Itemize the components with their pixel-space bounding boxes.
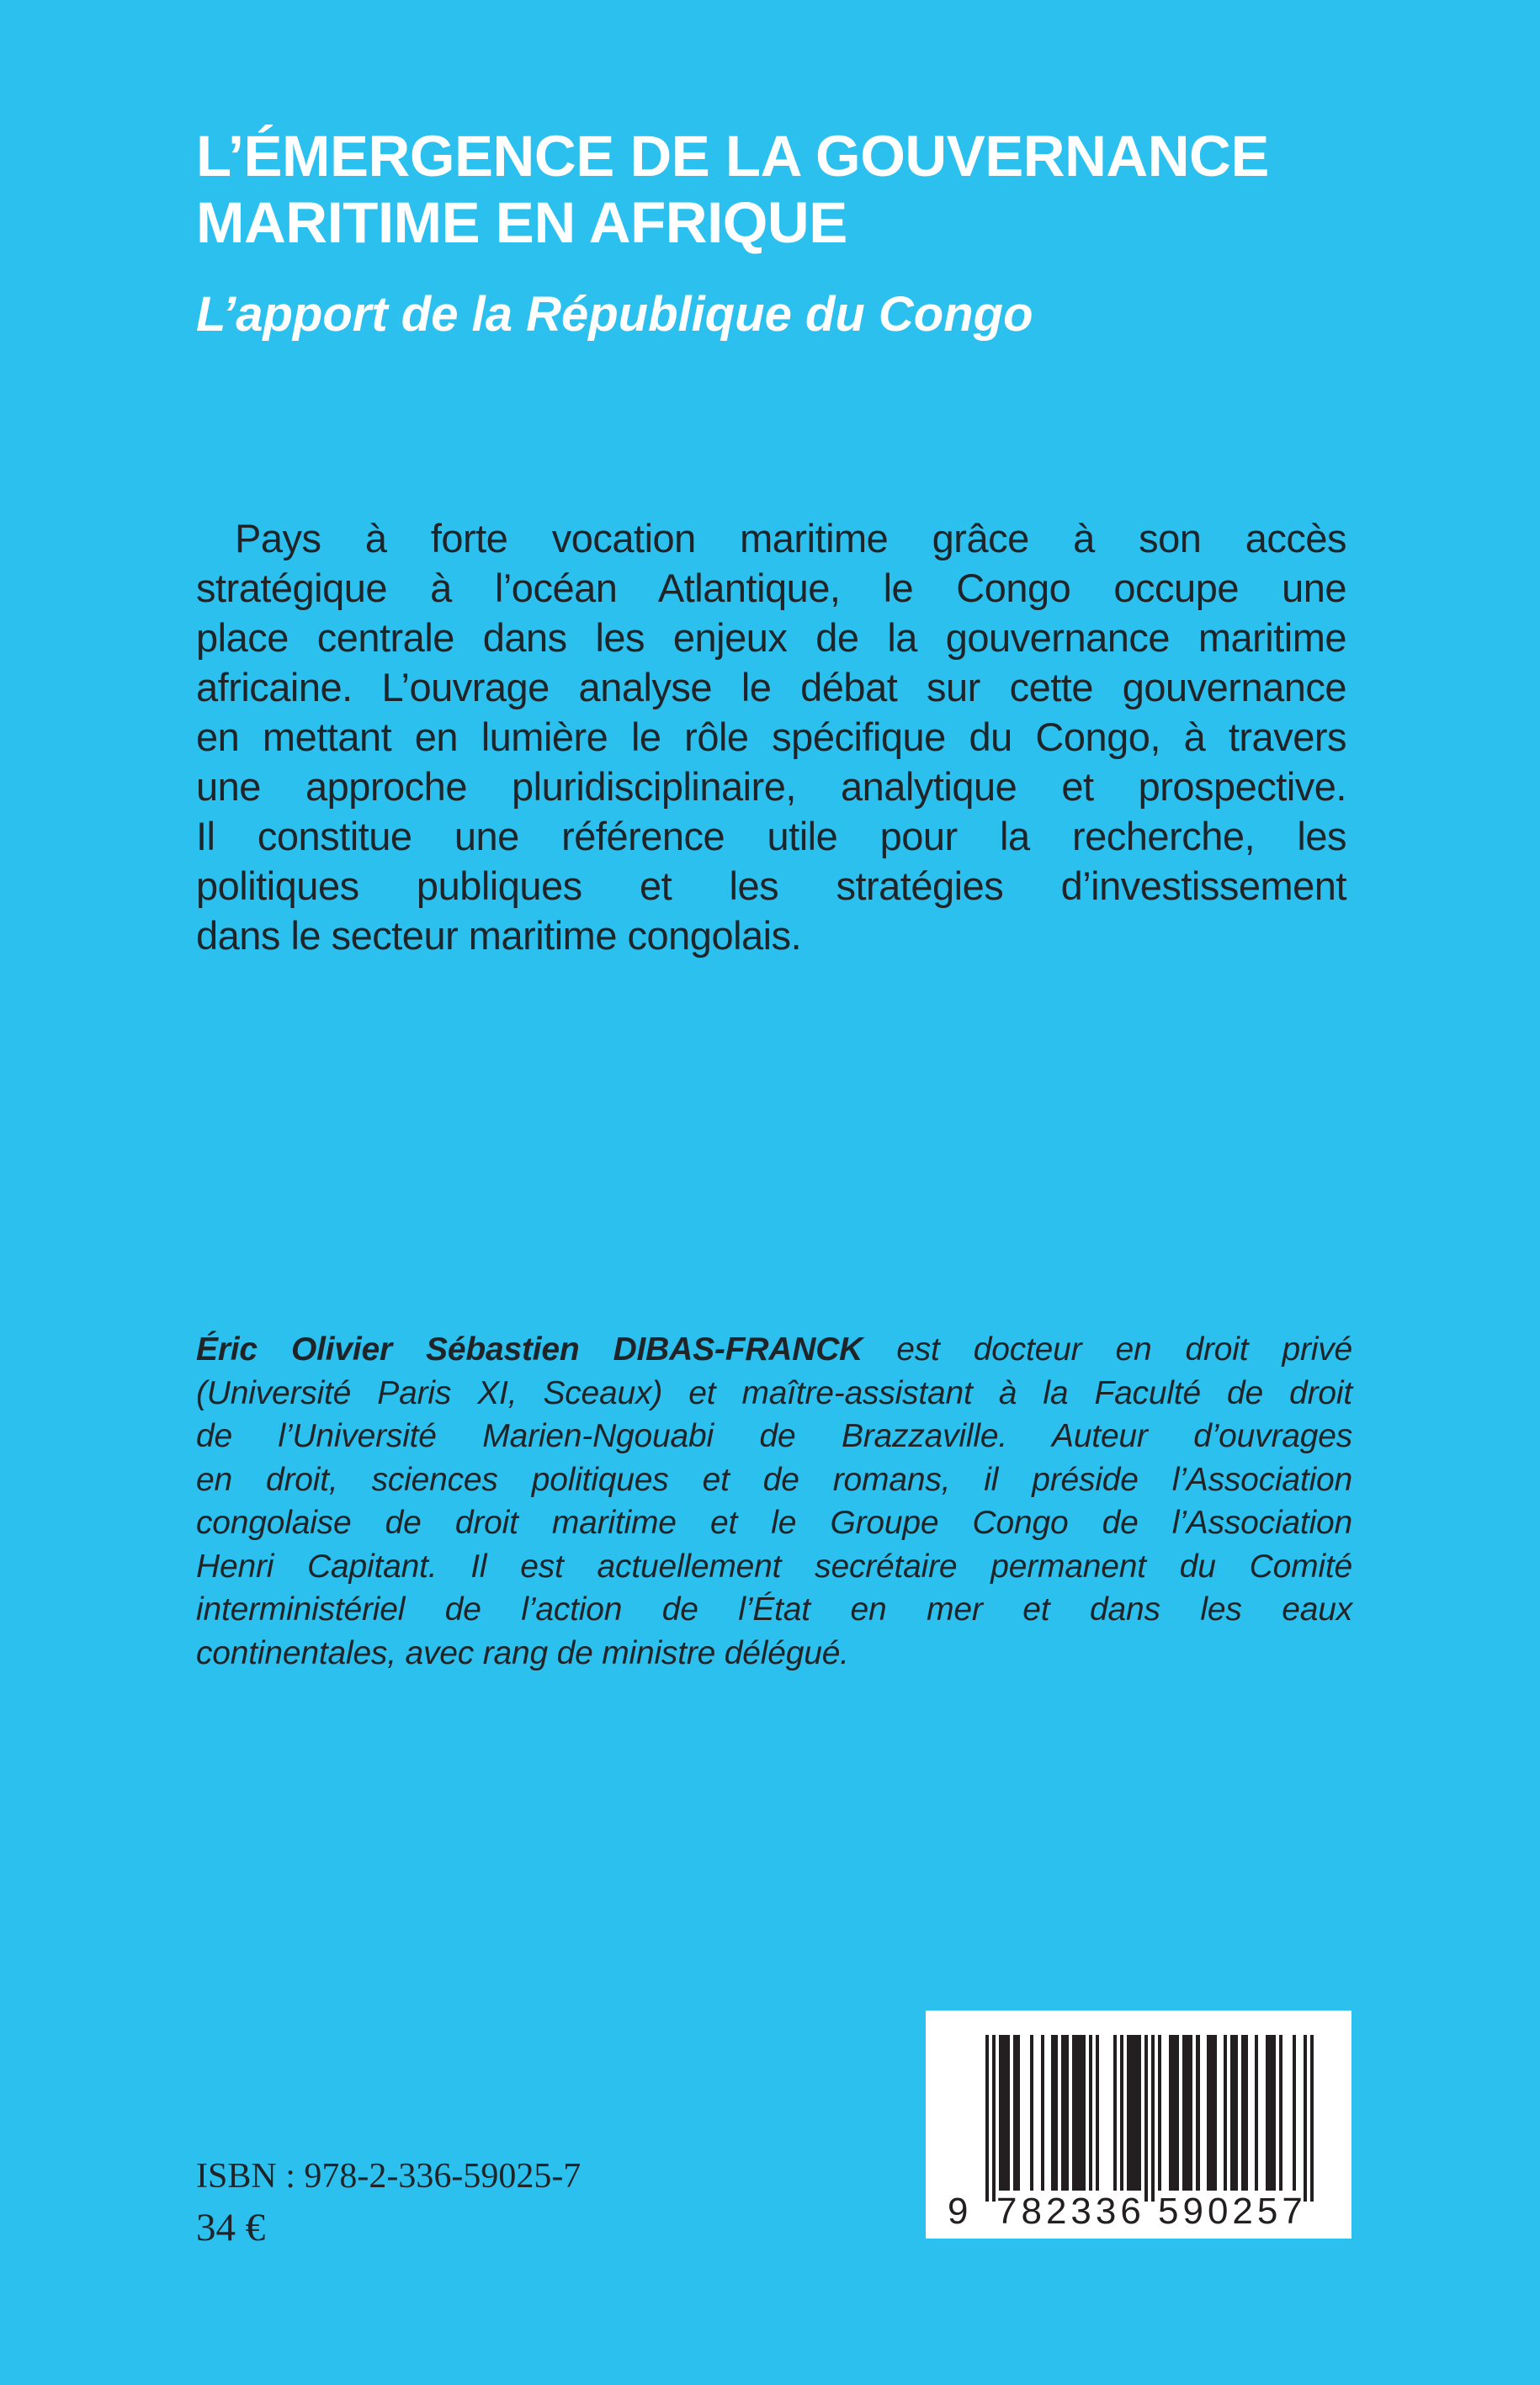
book-title-line: L’ÉMERGENCE DE LA GOUVERNANCE xyxy=(196,124,1269,189)
barcode-bar xyxy=(1061,2035,1068,2191)
barcode-bar xyxy=(1207,2035,1217,2191)
text-line: Il constitue une référence utile pour la recherche, les xyxy=(196,814,1346,858)
barcode-bar xyxy=(1182,2035,1192,2191)
barcode-bar xyxy=(1041,2035,1044,2191)
price-text: 34 € xyxy=(196,2206,266,2250)
text-line: une approche pluridisciplinaire, analytique et prospective. xyxy=(196,764,1346,809)
author-bio xyxy=(196,1328,1352,1675)
barcode-bar xyxy=(999,2035,1009,2191)
text-line xyxy=(196,1372,1352,1416)
text-line xyxy=(196,1588,1352,1632)
barcode-bars xyxy=(985,2035,1314,2203)
text-line: Pays à forte vocation maritime grâce à son accès xyxy=(235,516,1346,560)
text-line xyxy=(196,1458,1352,1502)
barcode-bar xyxy=(1030,2035,1033,2191)
synopsis-paragraph xyxy=(196,513,1346,960)
text-segment: en droit, sciences politiques et de romans, il préside l’Association xyxy=(196,1461,1352,1498)
book-subtitle: L’apport de la République du Congo xyxy=(196,287,1033,342)
barcode-bar xyxy=(1310,2035,1314,2202)
barcode-bar xyxy=(1169,2035,1179,2191)
text-line xyxy=(196,1501,1352,1545)
barcode-bar xyxy=(1072,2035,1086,2191)
text-segment: interministériel de l’action de l’État en mer et dans les eaux xyxy=(196,1591,1352,1628)
barcode-bar xyxy=(1120,2035,1123,2191)
text-line xyxy=(196,1328,1352,1372)
text-line: en mettant en lumière le rôle spécifique du Congo, à travers xyxy=(196,714,1346,759)
barcode-bar xyxy=(1113,2035,1117,2191)
text-line xyxy=(196,1415,1352,1458)
text-segment: congolaise de droit maritime et le Groupe Congo de l’Association xyxy=(196,1505,1352,1541)
barcode-bar xyxy=(1051,2035,1058,2191)
barcode-bar xyxy=(1224,2035,1227,2191)
book-title xyxy=(196,123,1391,256)
barcode-bar xyxy=(1196,2035,1199,2191)
barcode-bar xyxy=(1158,2035,1161,2191)
barcode-bar xyxy=(1293,2035,1296,2191)
barcode-bar xyxy=(1241,2035,1248,2191)
text-line xyxy=(196,1632,1352,1676)
barcode-digits-left: 782336 xyxy=(996,2191,1145,2232)
text-line: place centrale dans les enjeux de la gouvernance maritime xyxy=(196,615,1346,660)
barcode-bar xyxy=(992,2035,996,2202)
barcode-bar xyxy=(1144,2035,1148,2202)
text-segment: est docteur en droit privé xyxy=(863,1331,1352,1368)
barcode-bar xyxy=(1279,2035,1282,2191)
barcode-bar xyxy=(1266,2035,1276,2191)
barcode-bar xyxy=(1013,2035,1020,2191)
text-segment: continentales, avec rang de ministre délégué. xyxy=(196,1634,849,1671)
barcode-bar xyxy=(1127,2035,1140,2191)
text-line xyxy=(196,1545,1352,1589)
text-segment: de l’Université Marien-Ngouabi de Brazzaville. Auteur d’ouvrages xyxy=(196,1418,1352,1454)
text-line: africaine. L’ouvrage analyse le débat sur cette gouvernance xyxy=(196,665,1346,709)
barcode-bar xyxy=(1230,2035,1237,2191)
barcode xyxy=(926,2011,1351,2239)
barcode-bar xyxy=(1255,2035,1258,2191)
barcode-digit-first: 9 xyxy=(948,2191,973,2232)
barcode-bar xyxy=(1089,2035,1092,2191)
isbn-text: ISBN : 978-2-336-59025-7 xyxy=(196,2157,581,2196)
book-title-line: MARITIME EN AFRIQUE xyxy=(196,190,847,255)
barcode-bar xyxy=(1151,2035,1155,2202)
author-name: Éric Olivier Sébastien DIBAS-FRANCK xyxy=(196,1331,863,1368)
text-line: dans le secteur maritime congolais. xyxy=(196,913,802,958)
text-line: stratégique à l’océan Atlantique, le Congo occupe une xyxy=(196,566,1346,610)
text-line: politiques publiques et les stratégies d’investissement xyxy=(196,863,1346,908)
text-segment: (Université Paris XI, Sceaux) et maître-assistant à la Faculté de droit xyxy=(196,1374,1352,1411)
barcode-digits-right: 590257 xyxy=(1158,2191,1307,2232)
barcode-bar xyxy=(1304,2035,1307,2202)
barcode-bar xyxy=(1096,2035,1099,2191)
barcode-bar xyxy=(985,2035,989,2202)
text-segment: Henri Capitant. Il est actuellement secrétaire permanent du Comité xyxy=(196,1548,1352,1585)
